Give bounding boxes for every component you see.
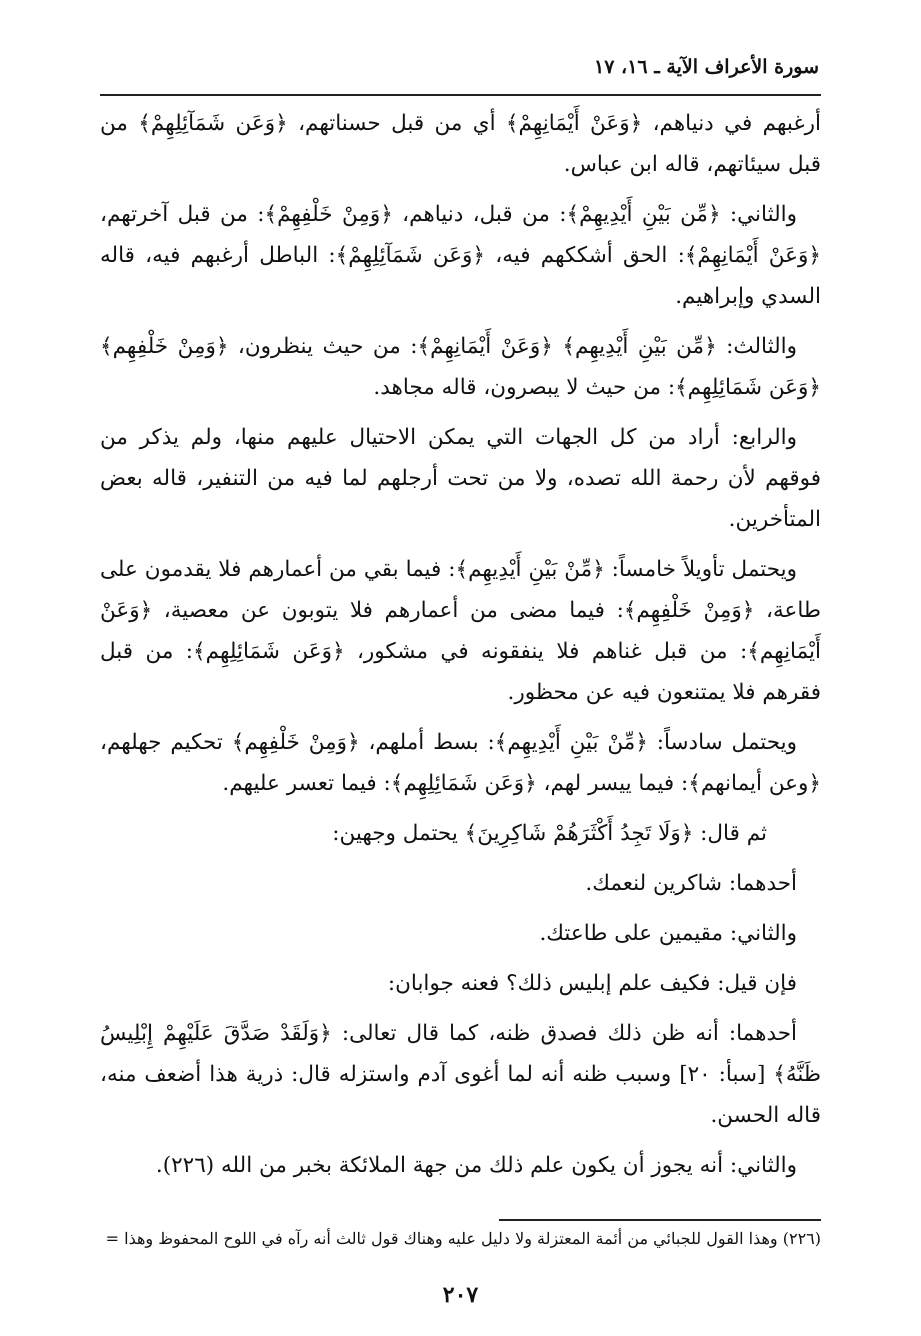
paragraph: ثم قال: ﴿وَلَا تَجِدُ أَكْثَرَهُمْ شَاكِرِينَ﴾ يحتمل وجهين: [332,821,767,846]
paragraph: أحدهما: شاكرين لنعمك. [585,871,797,896]
paragraph: أرغبهم في دنياهم، ﴿وَعَنْ أَيْمَانِهِمْ﴾ أي من قبل حسناتهم، ﴿وَعَن شَمَآئِلِهِمْ﴾ من قبل سيئاتهم، قاله ابن عباس. [100,111,821,177]
running-head: سورة الأعراف الآية ـ ١٦، ١٧ [594,56,819,78]
paragraph: والرابع: أراد من كل الجهات التي يمكن الاحتيال عليهم منها، ولم يذكر من فوقهم لأن رحمة الله تصده، ولا من تحت أرجلهم لما فيه من التنفير، قاله بعض المتأخرين. [100,425,821,532]
paragraph: أحدهما: أنه ظن ذلك فصدق ظنه، كما قال تعالى: ﴿وَلَقَدْ صَدَّقَ عَلَيْهِمْ إِبْلِيسُ ظَنَّهُ﴾ [سبأ: ٢٠] وسبب ظنه أنه لما أغوى آدم واستزله قال: ذرية هذا أضعف منه، قاله الحسن. [100,1021,822,1128]
paragraph: فإن قيل: فكيف علم إبليس ذلك؟ فعنه جوابان: [387,971,797,996]
header-rule [100,94,821,96]
paragraph: والثاني: أنه يجوز أن يكون علم ذلك من جهة الملائكة بخبر من الله (٢٢٦). [155,1153,797,1178]
footnote: (٢٢٦) وهذا القول للجبائي من أئمة المعتزلة ولا دليل عليه وهناك قول ثالث أنه رآه في اللوح المحفوظ وهذا = [105,1229,821,1248]
body-text [100,103,821,1195]
paragraph: والثالث: ﴿مِّن بَيْنِ أَيْدِيهِم﴾ ﴿وَعَنْ أَيْمَانِهِمْ﴾: من حيث ينظرون، ﴿وَمِنْ خَلْفِهِم﴾ ﴿وَعَن شَمَائِلِهِم﴾: من حيث لا يبصرون، قاله مجاهد. [100,334,821,400]
page-number: ٢٠٧ [442,1282,479,1308]
paragraph: والثاني: مقيمين على طاعتك. [539,921,797,946]
paragraph: ويحتمل تأويلاً خامساً: ﴿مِّنْ بَيْنِ أَيْدِيهِم﴾: فيما بقي من أعمارهم فلا يقدمون على طاعة، ﴿وَمِنْ خَلْفِهِم﴾: فيما مضى من أعمارهم فلا يتوبون عن معصية، ﴿وَعَنْ أَيْمَانِهِم﴾: من قبل غناهم فلا ينفقونه في مشكور، ﴿وَعَن شَمَائِلِهِم﴾: من قبل فقرهم فلا يمتنعون فيه عن محظور. [100,557,821,705]
footnote-rule [499,1219,821,1221]
paragraph: والثاني: ﴿مِّن بَيْنِ أَيْدِيهِمْ﴾: من قبل، دنياهم، ﴿وَمِنْ خَلْفِهِمْ﴾: من قبل آخرتهم، ﴿وَعَنْ أَيْمَانِهِمْ﴾: الحق أشككهم فيه، ﴿وَعَن شَمَآئِلِهِمْ﴾: الباطل أرغبهم فيه، قاله السدي وإبراهيم. [100,202,821,309]
paragraph: ويحتمل سادساً: ﴿مِّنْ بَيْنِ أَيْدِيهِم﴾: بسط أملهم، ﴿وَمِنْ خَلْفِهِم﴾ تحكيم جهلهم، ﴿وعن أيمانهم﴾: فيما ييسر لهم، ﴿وَعَن شَمَائِلِهِم﴾: فيما تعسر عليهم. [100,730,821,796]
